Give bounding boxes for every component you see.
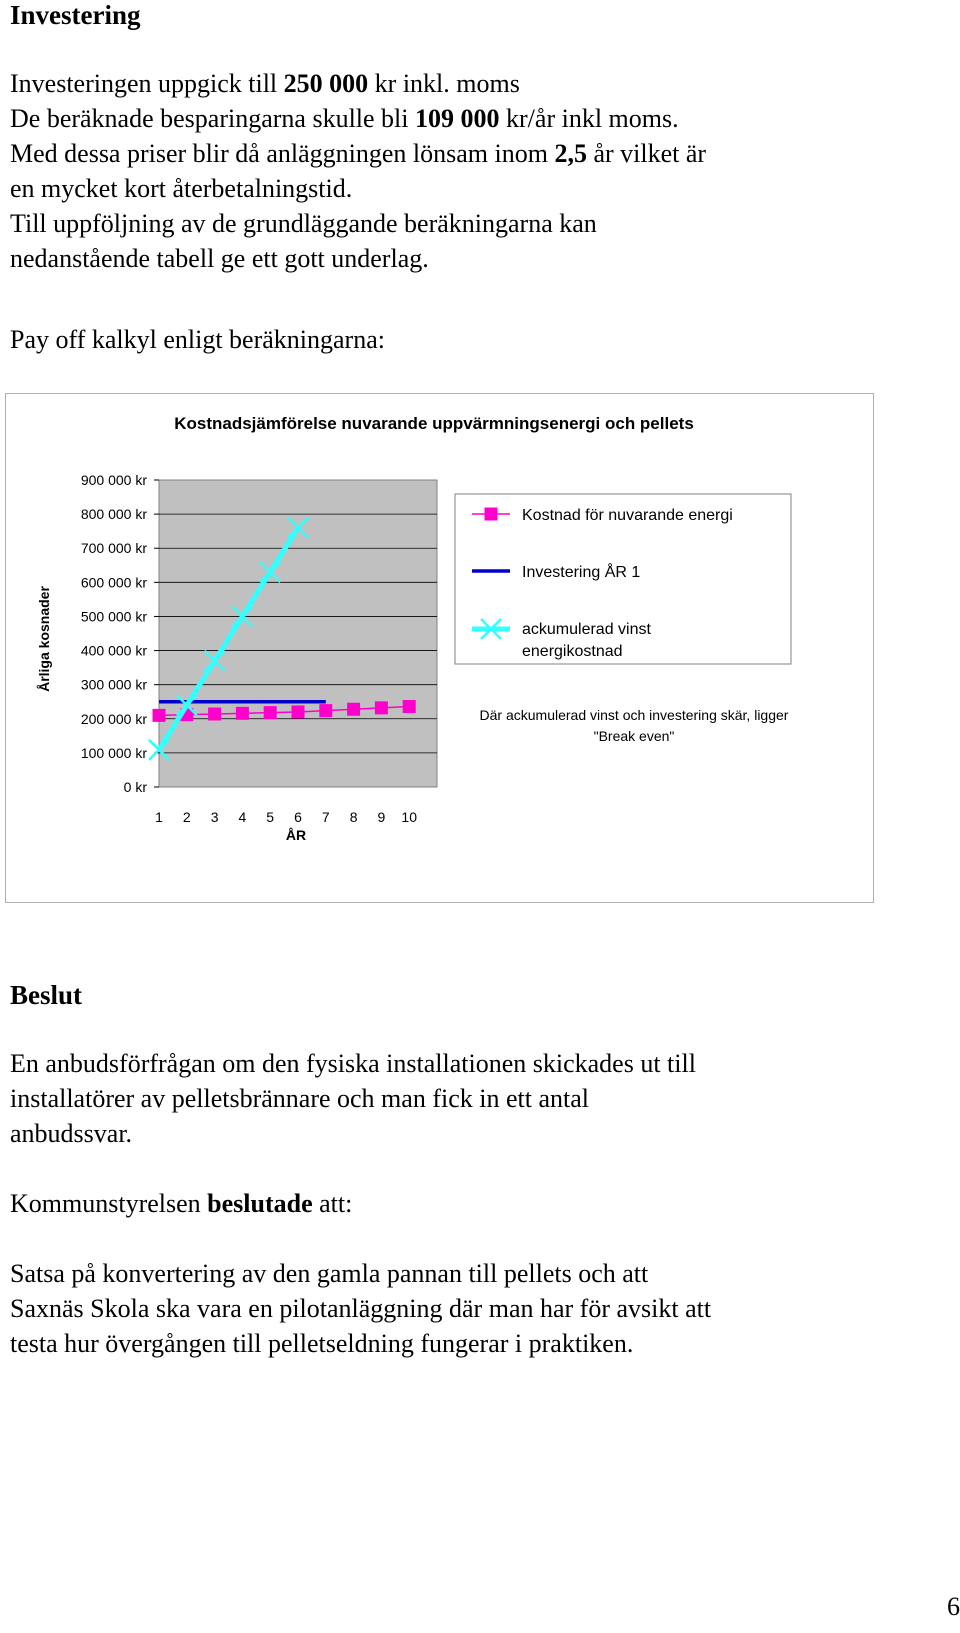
legend-label: Kostnad för nuvarande energi — [522, 507, 733, 524]
decision-statement: Kommunstyrelsen beslutade att: — [10, 1189, 353, 1218]
data-point — [348, 703, 360, 715]
text-line: en mycket kort återbetalningstid. — [10, 174, 353, 203]
x-tick-label: 2 — [182, 809, 191, 825]
text-line: installatörer av pelletsbrännare och man fick in ett antal — [10, 1084, 589, 1113]
chart-title: Kostnadsjämförelse nuvarande uppvärmningsenergi och pellets — [174, 414, 694, 433]
y-tick-label: 100 000 kr — [80, 744, 147, 761]
text-line: testa hur övergången till pelletseldning fungerar i praktiken. — [10, 1329, 634, 1358]
section-heading-beslut: Beslut — [10, 980, 83, 1010]
y-tick-label: 800 000 kr — [80, 506, 147, 523]
y-tick-label: 200 000 kr — [80, 710, 147, 727]
y-tick-label: 900 000 kr — [80, 472, 147, 488]
x-tick-label: 1 — [155, 809, 163, 825]
data-point — [209, 708, 221, 720]
text-line: Saxnäs Skola ska vara en pilotanläggning där man har för avsikt att — [10, 1294, 712, 1323]
data-point — [236, 707, 248, 719]
text-line: De beräknade besparingarna skulle bli 109 000 kr/år inkl moms. — [10, 104, 679, 133]
data-point — [292, 706, 304, 718]
y-axis-label: Årliga kosnader — [36, 586, 52, 692]
legend-label: Investering ÅR 1 — [522, 564, 641, 581]
x-tick-label: 5 — [266, 809, 275, 825]
data-point — [320, 705, 332, 717]
chart-annotation: "Break even" — [593, 728, 675, 744]
text-line: Med dessa priser blir då anläggningen lönsam inom 2,5 år vilket är — [10, 139, 707, 168]
data-point — [153, 709, 165, 721]
y-tick-label: 700 000 kr — [80, 540, 147, 557]
payoff-label: Pay off kalkyl enligt beräkningarna: — [10, 325, 385, 354]
x-axis-label: ÅR — [285, 827, 307, 843]
investment-paragraph — [10, 66, 940, 276]
data-point — [375, 702, 387, 714]
y-tick-label: 300 000 kr — [80, 676, 147, 693]
section-heading-investering: Investering — [10, 0, 141, 30]
x-tick-label: 8 — [349, 809, 358, 825]
data-point — [264, 707, 276, 719]
text-line: Satsa på konvertering av den gamla pannan till pellets och att — [10, 1259, 649, 1288]
x-tick-label: 4 — [238, 809, 247, 825]
resolution-paragraph — [10, 1256, 940, 1361]
x-tick-label: 9 — [377, 809, 386, 825]
y-tick-label: 500 000 kr — [80, 608, 147, 625]
y-tick-label: 0 kr — [123, 779, 147, 795]
chart-frame — [5, 393, 874, 903]
page-number: 6 — [947, 1592, 960, 1621]
x-tick-label: 10 — [401, 809, 417, 825]
legend-label: ackumulerad vinst energikostnad — [522, 621, 651, 660]
legend-marker — [485, 508, 497, 520]
y-tick-label: 600 000 kr — [80, 574, 147, 591]
payoff-chart — [6, 394, 873, 902]
text-line: Investeringen uppgick till 250 000 kr inkl. moms — [10, 69, 520, 98]
x-tick-label: 6 — [294, 809, 302, 825]
x-tick-label: 3 — [210, 809, 219, 825]
text-line: nedanstående tabell ge ett gott underlag. — [10, 244, 429, 273]
x-tick-label: 7 — [321, 809, 330, 825]
beslut-paragraph — [10, 1046, 940, 1151]
text-line: anbudssvar. — [10, 1119, 133, 1148]
chart-annotation: Där ackumulerad vinst och investering skär, ligger — [479, 707, 789, 723]
y-tick-label: 400 000 kr — [80, 642, 147, 659]
data-point — [403, 700, 415, 712]
text-line: En anbudsförfrågan om den fysiska installationen skickades ut till — [10, 1049, 696, 1078]
text-line: Till uppföljning av de grundläggande beräkningarna kan — [10, 209, 597, 238]
